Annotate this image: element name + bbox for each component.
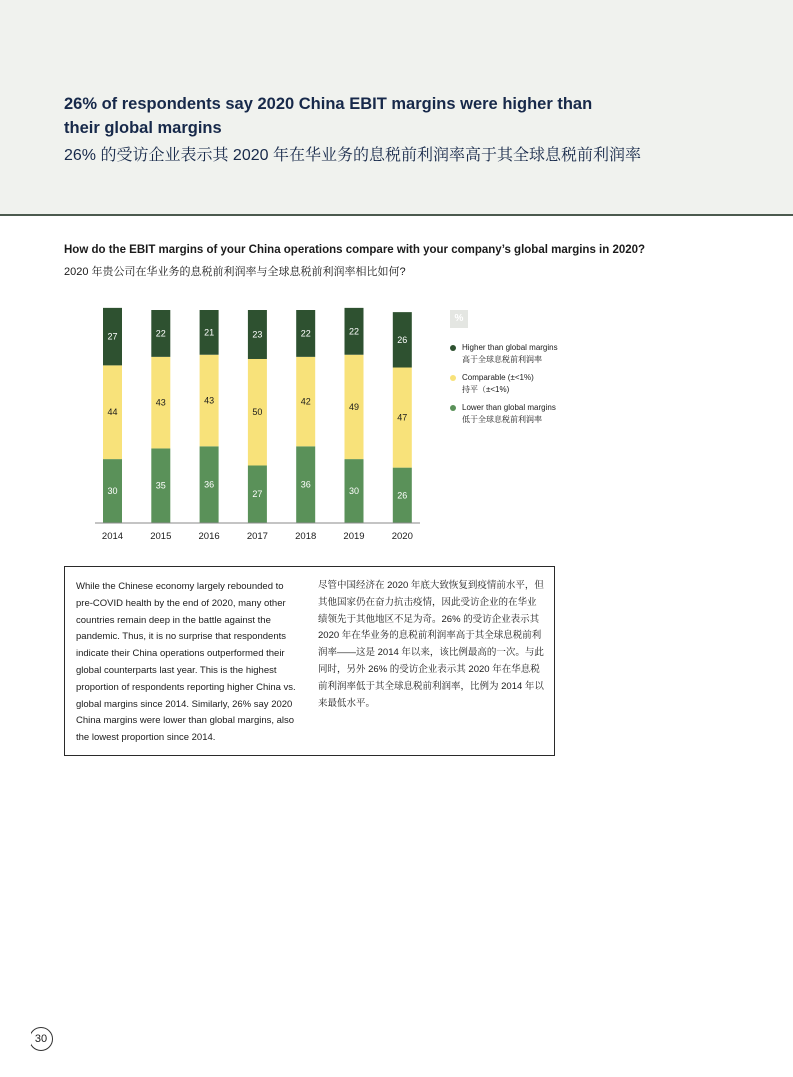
data-label-comparable-2015: 43	[155, 397, 166, 408]
commentary-box	[64, 566, 555, 756]
data-label-lower-2015: 35	[155, 480, 166, 491]
x-axis-tick-labels	[102, 531, 413, 542]
unit-badge: %	[450, 310, 468, 328]
x-tick-label-2018: 2018	[295, 531, 317, 542]
data-label-higher-2019: 22	[348, 326, 360, 337]
legend-item-lower	[450, 402, 600, 426]
legend-label-higher: Higher than global margins	[462, 343, 558, 352]
page-number: 30	[29, 1027, 53, 1051]
legend-item-comparable	[450, 372, 600, 396]
data-label-lower-2016: 36	[204, 479, 215, 490]
data-label-higher-2018: 22	[300, 328, 311, 339]
data-label-comparable-2014: 44	[107, 407, 118, 418]
data-label-comparable-2018: 42	[300, 396, 311, 407]
legend-label-comparable-chinese: 持平（±<1%)	[462, 385, 510, 394]
x-tick-label-2014: 2014	[101, 531, 124, 542]
legend-label-comparable: Comparable (±<1%)	[462, 373, 534, 382]
chart-legend	[450, 308, 600, 426]
legend-marker-lower	[450, 405, 456, 411]
legend-label-lower: Lower than global margins	[462, 403, 556, 412]
data-label-higher-2016: 21	[204, 327, 215, 338]
data-label-comparable-2017: 50	[252, 407, 263, 418]
legend-item-higher	[450, 342, 600, 366]
x-tick-label-2020: 2020	[391, 531, 413, 542]
data-label-higher-2015: 22	[155, 328, 166, 339]
chart-question: How do the EBIT margins of your China operations compare with your company’s global margins in 2020?	[64, 244, 646, 256]
x-tick-label-2015: 2015	[150, 531, 172, 542]
data-label-lower-2017: 27	[252, 489, 263, 500]
legend-label-lower-chinese: 低于全球息税前利润率	[462, 415, 542, 424]
x-tick-label-2019: 2019	[343, 531, 365, 542]
commentary-chinese: 尽管中国经济在 2020 年底大致恢复到疫情前水平，但其他国家仍在奋力抗击疫情，因此受访企业的在华业绩领先于其他地区不足为奇。26% 的受访企业表示其 2020 年在华业务的息税前利润率高于其全球息税前利润率——这是 2014 年以来，该比例最高的一次。与此同时，另外 26% 的受访企业表示其 2020 年在华息税前利润率低于其全球息税前利润率，比例为 2014 年以来最低水平。	[318, 580, 544, 709]
data-label-comparable-2020: 47	[397, 412, 408, 423]
legend-marker-comparable	[450, 375, 456, 381]
stacked-bar-chart	[0, 290, 440, 550]
page-number-decoration	[26, 1031, 31, 1045]
data-label-lower-2014: 30	[107, 486, 118, 497]
data-label-comparable-2016: 43	[204, 395, 215, 406]
legend-label-higher-chinese: 高于全球息税前利润率	[462, 355, 542, 364]
data-label-lower-2018: 36	[300, 479, 311, 490]
commentary-english: While the Chinese economy largely rebounded to pre-COVID health by the end of 2020, many other countries remain deep in the battle against the pandemic. Thus, it is no surprise that respondents indicate their China operations outperformed their global counterparts last year. This is the highest proportion of respondents reporting higher China vs. global margins since 2014. Similarly, 26% say 2020 China margins were lower than global margins, also the lowest proportion since 2014.	[76, 581, 296, 744]
x-tick-label-2017: 2017	[246, 531, 268, 542]
data-label-lower-2020: 26	[397, 490, 408, 501]
data-label-higher-2014: 27	[107, 331, 118, 342]
data-label-higher-2017: 23	[252, 329, 263, 340]
chart-bars	[103, 308, 412, 523]
chart-question-chinese: 2020 年贵公司在华业务的息税前利润率与全球息税前利润率相比如何?	[64, 266, 406, 278]
data-label-lower-2019: 30	[348, 486, 360, 497]
x-tick-label-2016: 2016	[198, 531, 220, 542]
page-title: 26% of respondents say 2020 China EBIT margins were higher than their global margins	[64, 95, 593, 137]
legend-marker-higher	[450, 345, 456, 351]
page-title-chinese: 26% 的受访企业表示其 2020 年在华业务的息税前利润率高于其全球息税前利润率	[64, 147, 641, 164]
data-label-higher-2020: 26	[397, 334, 408, 345]
data-label-comparable-2019: 49	[348, 401, 360, 412]
